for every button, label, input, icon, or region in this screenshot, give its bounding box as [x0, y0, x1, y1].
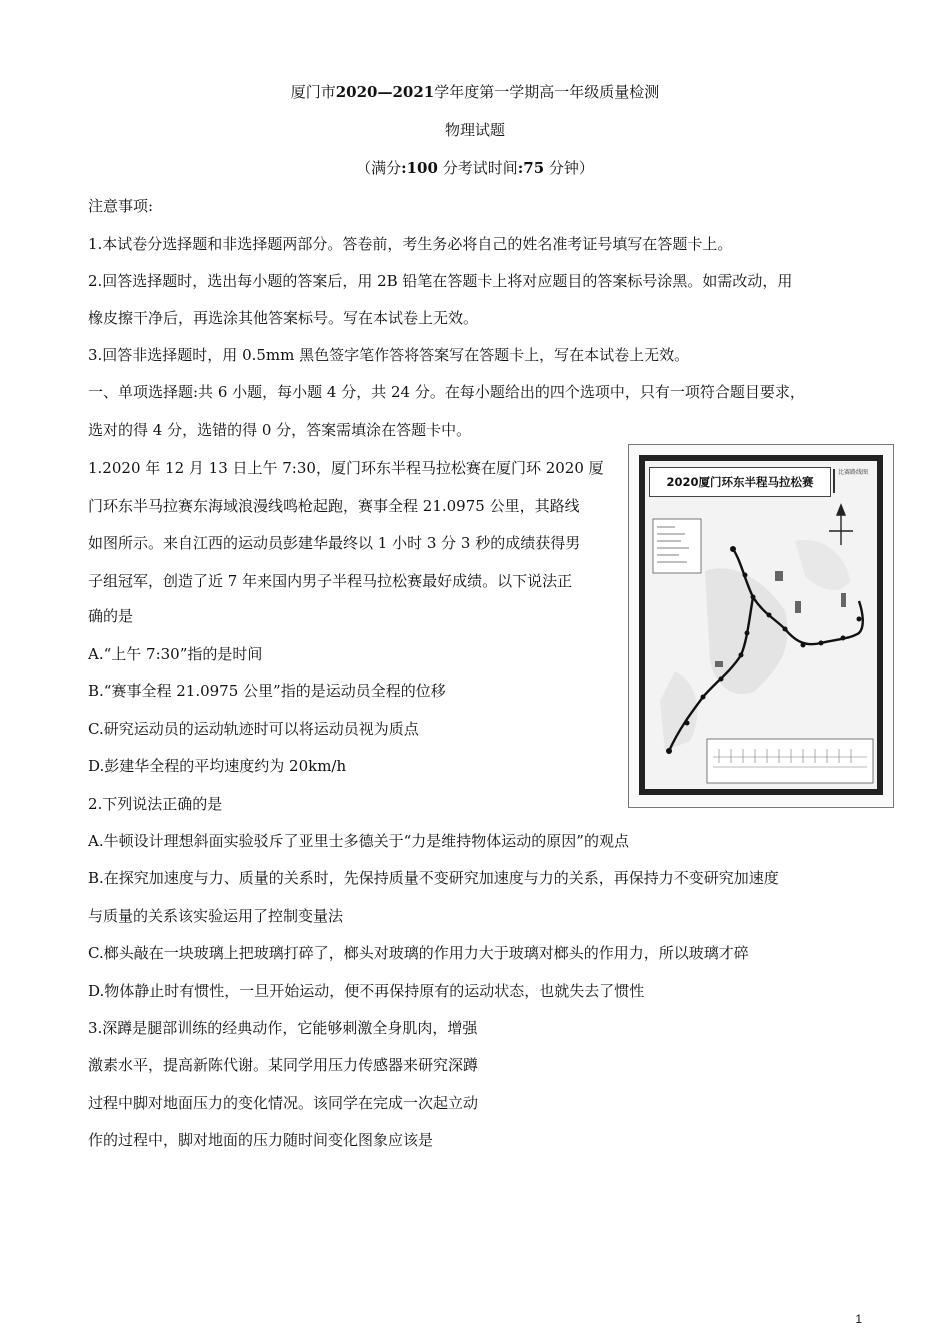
section-intro: 选对的得 4 分，选错的得 0 分，答案需填涂在答题卡中。 [88, 421, 472, 439]
q2-option-b-cont: 与质量的关系该实验运用了控制变量法 [88, 907, 344, 925]
q2-option-a: A.牛顿设计理想斜面实验驳斥了亚里士多德关于“力是维持物体运动的原因”的观点 [88, 832, 629, 850]
exam-title: 厦门市2020—2021学年度第一学期高一年级质量检测 [290, 83, 660, 101]
q1-option-c: C.研究运动员的运动轨迹时可以将运动员视为质点 [88, 720, 419, 738]
figure-title: 2020厦门环东半程马拉松赛 [649, 467, 831, 497]
q3-stem: 过程中脚对地面压力的变化情况。该同学在完成一次起立动 [88, 1094, 479, 1112]
north-arrow-icon [829, 505, 853, 545]
q2-option-d: D.物体静止时有惯性，一旦开始运动，便不再保持原有的运动状态，也就失去了惯性 [88, 982, 645, 1000]
q1-option-b: B.“赛事全程 21.0975 公里”指的是运动员全程的位移 [88, 682, 446, 700]
subject-title: 物理试题 [444, 121, 505, 139]
q2-option-c: C.榔头敲在一块玻璃上把玻璃打碎了，榔头对玻璃的作用力大于玻璃对榔头的作用力，所以玻璃才碎 [88, 944, 749, 962]
q2-option-b: B.在探究加速度与力、质量的关系时，先保持质量不变研究加速度与力的关系，再保持力不变研究加速度 [88, 869, 779, 887]
note-item: 1.本试卷分选择题和非选择题两部分。答卷前，考生务必将自己的姓名准考证号填写在答题卡上。 [88, 235, 733, 253]
terrain-patch [795, 540, 850, 590]
q1-stem: 子组冠军，创造了近 7 年来国内男子半程马拉松赛最好成绩。以下说法正 [88, 572, 573, 590]
note-item: 3.回答非选择题时，用 0.5mm 黑色签字笔作答将答案写在答题卡上，写在本试卷上无效。 [88, 346, 690, 364]
q1-stem: 门环东半马拉赛东海域浪漫线鸣枪起跑，赛事全程 21.0975 公里，其路线 [88, 497, 580, 515]
q1-option-d: D.彭建华全程的平均速度约为 20km/h [88, 757, 347, 775]
q2-stem: 2.下列说法正确的是 [88, 795, 223, 813]
section-intro: 一、单项选择题:共 6 小题，每小题 4 分，共 24 分。在每小题给出的四个选项中，只有一项符合题目要求， [88, 383, 805, 401]
exam-info: （满分:100 分考试时间:75 分钟） [356, 159, 594, 177]
q1-option-a: A.“上午 7:30”指的是时间 [88, 645, 263, 663]
elevation-strip [707, 739, 873, 783]
q1-stem: 1.2020 年 12 月 13 日上午 7:30，厦门环东半程马拉松赛在厦门环 2020 厦 [88, 459, 604, 477]
marathon-route-figure [628, 444, 894, 808]
q3-stem: 3.深蹲是腿部训练的经典动作，它能够刺激全身肌肉，增强 [88, 1019, 478, 1037]
q3-stem: 激素水平，提高新陈代谢。某同学用压力传感器来研究深蹲 [88, 1056, 479, 1074]
q3-stem: 作的过程中，脚对地面的压力随时间变化图象应该是 [88, 1131, 434, 1149]
page-number: 1 [855, 1312, 862, 1326]
route-map-drawing [645, 501, 877, 789]
note-item: 2.回答选择题时，选出每小题的答案后，用 2B 铅笔在答题卡上将对应题目的答案标号涂黑。如需改动，用 [88, 272, 793, 290]
note-item: 橡皮擦干净后，再选涂其他答案标号。写在本试卷上无效。 [88, 309, 479, 327]
q1-stem: 如图所示。来自江西的运动员彭建华最终以 1 小时 3 分 3 秒的成绩获得男 [88, 534, 581, 552]
notes-heading: 注意事项: [88, 197, 154, 215]
route-map-board [639, 455, 883, 795]
q1-stem: 确的是 [88, 607, 134, 625]
figure-subtitle: 比赛路线图 [833, 469, 873, 493]
